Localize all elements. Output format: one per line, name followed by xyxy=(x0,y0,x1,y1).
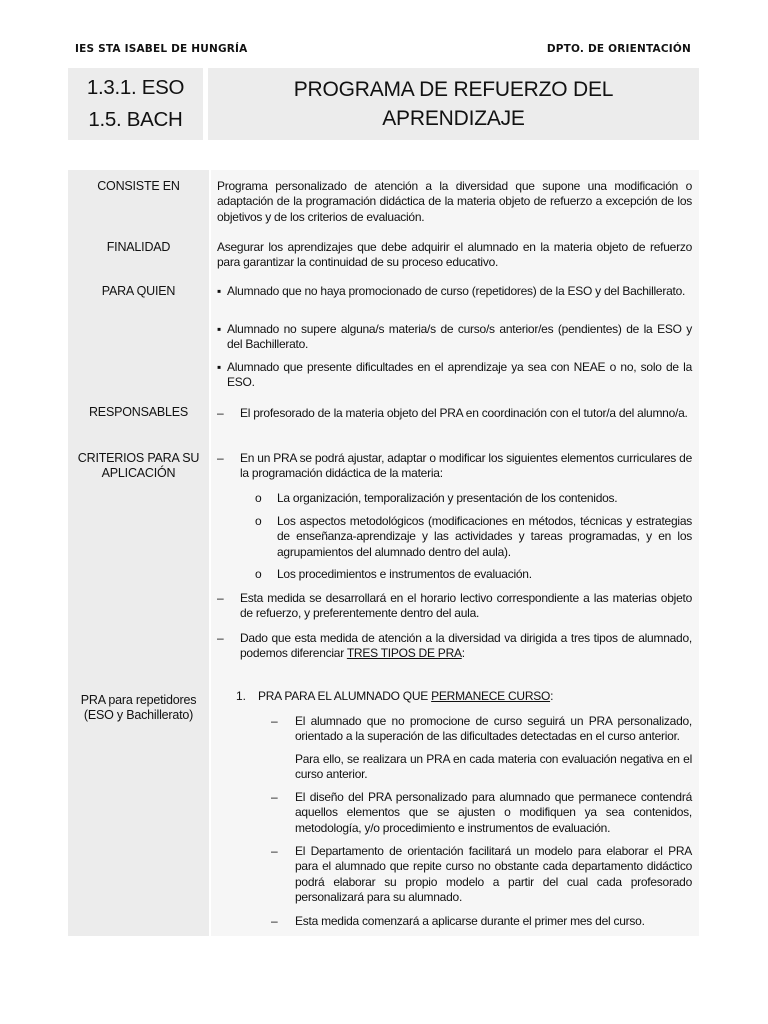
label-para-quien: PARA QUIEN xyxy=(101,284,176,298)
para-quien-item: Alumnado no supere alguna/s materia/s de curso/s anterior/es (pendientes) de la ESO y del Bachillerato. xyxy=(227,322,692,352)
label-consiste: CONSISTE EN xyxy=(97,179,180,193)
label-criterios xyxy=(68,451,209,481)
criterios-intro: En un PRA se podrá ajustar, adaptar o modificar los siguientes elementos curriculares de la programación didáctica de la materia: xyxy=(240,451,692,481)
bullet-marker: ▪ xyxy=(217,284,222,298)
label-repetidores-line-2: (ESO y Bachillerato) xyxy=(83,708,194,722)
label-criterios-line-1: CRITERIOS PARA SU xyxy=(77,451,200,465)
level-bach: 1.5. BACH xyxy=(88,108,183,131)
dash-marker: – xyxy=(217,591,224,605)
circle-marker: o xyxy=(255,514,262,528)
list-number: 1. xyxy=(236,689,247,703)
document-title xyxy=(208,68,699,140)
level-eso: 1.3.1. ESO xyxy=(86,76,185,99)
para-quien-item: Alumnado que no haya promocionado de curso (repetidores) de la ESO y del Bachillerato. xyxy=(227,284,686,298)
para-quien-item: Alumnado que presente dificultades en el aprendizaje ya sea con NEAE o no, solo de la ESO. xyxy=(227,360,692,390)
title-line-1: PROGRAMA DE REFUERZO DEL xyxy=(293,78,614,101)
criterios-point-3: Dado que esta medida de atención a la diversidad va dirigida a tres tipos de alumnado, podemos diferenciar TRES TIPOS DE PRA: xyxy=(240,631,692,661)
criterios-point-2: Esta medida se desarrollará en el horario lectivo correspondiente a las materias objeto de refuerzo, y preferentemente dentro del aula. xyxy=(240,591,692,621)
dash-marker: – xyxy=(271,790,278,804)
dash-marker: – xyxy=(271,844,278,858)
page-header xyxy=(75,43,691,55)
consiste-text: Programa personalizado de atención a la diversidad que supone una modificación o adaptación de la programación didáctica de la materia objeto de refuerzo a excepción de los objetivos y de los criterios de evaluación. xyxy=(217,179,692,224)
label-repetidores-line-1: PRA para repetidores xyxy=(80,693,197,707)
dash-marker: – xyxy=(217,631,224,645)
responsables-text: El profesorado de la materia objeto del PRA en coordinación con el tutor/a del alumno/a. xyxy=(240,406,688,420)
criterios-sub-item: Los procedimientos e instrumentos de evaluación. xyxy=(277,567,532,581)
repetidores-p4: Esta medida comenzará a aplicarse durante el primer mes del curso. xyxy=(295,914,645,928)
dash-marker: – xyxy=(271,914,278,928)
repetidores-p3: El Departamento de orientación facilitará un modelo para elaborar el PRA para el alumnado que repite curso no obstante cada departamento didáctico podrá elaborar su propio modelo a partir del cual cada profesorado personalizará para su alumnado. xyxy=(295,844,692,904)
label-repetidores xyxy=(68,693,209,723)
bullet-marker: ▪ xyxy=(217,322,222,336)
criterios-sub-item: La organización, temporalización y presentación de los contenidos. xyxy=(277,491,618,505)
label-responsables: RESPONSABLES xyxy=(88,405,189,419)
dash-marker: – xyxy=(217,406,224,420)
circle-marker: o xyxy=(255,491,262,505)
repetidores-p1: El alumnado que no promocione de curso seguirá un PRA personalizado, orientado a la superación de las dificultades detectadas en el curso anterior. xyxy=(295,714,692,744)
finalidad-text: Asegurar los aprendizajes que debe adquirir el alumnado en la materia objeto de refuerzo para garantizar la continuidad de su proceso educativo. xyxy=(217,240,692,270)
tres-tipos-link-text: TRES TIPOS DE PRA xyxy=(346,646,462,661)
criterios-sub-item: Los aspectos metodológicos (modificaciones en métodos, técnicas y estrategias de enseñanza-aprendizaje y las actividades y tareas programadas, y en los agrupamientos del alumnado dentro del aula). xyxy=(277,514,692,559)
title-block xyxy=(68,68,699,140)
content-table xyxy=(68,170,699,936)
dash-marker: – xyxy=(271,714,278,728)
label-finalidad: FINALIDAD xyxy=(106,240,171,254)
circle-marker: o xyxy=(255,567,262,581)
dash-marker: – xyxy=(217,451,224,465)
school-name: IES STA ISABEL DE HUNGRÍA xyxy=(75,43,248,55)
repetidores-p1b: Para ello, se realizara un PRA en cada materia con evaluación negativa en el curso anterior. xyxy=(295,752,692,782)
repetidores-p2: El diseño del PRA personalizado para alumnado que permanece contendrá aquellos elementos que se ajusten o modifiquen ya sea contenidos, metodología, y/o procedimiento e instrumentos de evaluación. xyxy=(295,790,692,835)
title-line-2: APRENDIZAJE xyxy=(382,107,525,130)
label-criterios-line-2: APLICACIÓN xyxy=(101,466,176,480)
department-name: DPTO. DE ORIENTACIÓN xyxy=(546,43,691,55)
labels-column xyxy=(68,170,209,936)
descriptions-column xyxy=(211,170,699,936)
repetidores-heading: PRA PARA EL ALUMNADO QUE PERMANECE CURSO: xyxy=(258,689,554,703)
permanece-curso-text: PERMANECE CURSO xyxy=(431,689,551,703)
bullet-marker: ▪ xyxy=(217,360,222,374)
level-cell xyxy=(68,68,203,140)
